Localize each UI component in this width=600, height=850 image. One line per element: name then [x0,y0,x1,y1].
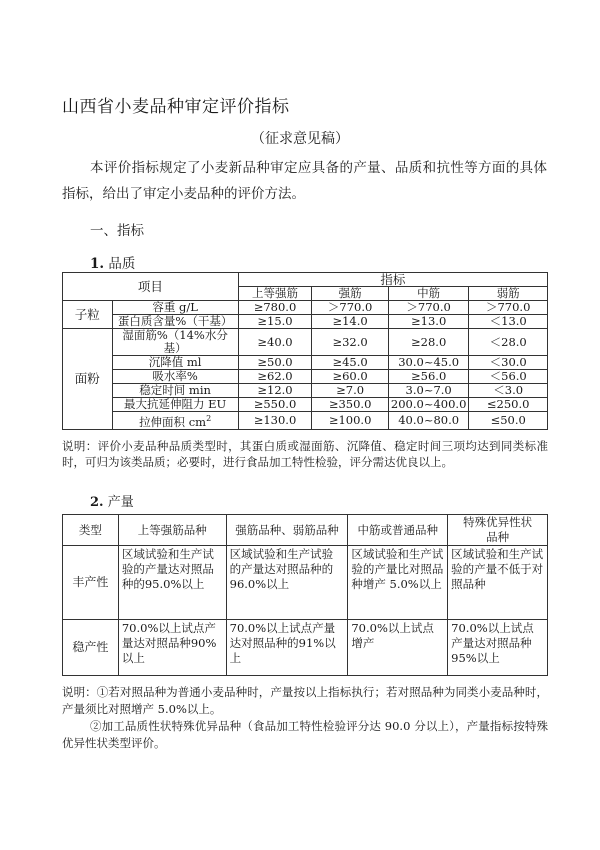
value-cell: ＜56.0 [469,370,548,384]
item-cell: 容重 g/L [112,301,238,315]
value-cell: ≥13.0 [388,315,468,329]
table-row [63,329,548,356]
value-cell: ≥550.0 [238,398,312,412]
subsection-number: 1. [90,256,105,272]
value-cell: ≥50.0 [238,356,312,370]
subsection-number: 2. [90,495,104,510]
group-label: 子粒 [63,301,113,329]
value-cell: ≥45.0 [312,356,389,370]
table-row [63,301,548,315]
table-row [63,370,548,384]
value-cell: ＞770.0 [312,301,389,315]
grade-header: 上等强筋 [238,287,312,301]
value-cell: ＞770.0 [388,301,468,315]
intro-paragraph: 本评价指标规定了小麦新品种审定应具备的产量、品质和抗性等方面的具体指标，给出了审定小麦品种的评价方法。 [62,160,547,202]
group-label: 面粉 [63,329,113,430]
criteria-cell: 70.0%以上试点产量达对照品种的91%以上 [226,620,348,676]
value-cell: ≥12.0 [238,384,312,398]
row-label: 稳产性 [63,620,119,676]
item-cell [112,412,238,430]
quality-table [62,272,548,430]
yield-header: 强筋品种、弱筋品种 [226,515,348,546]
header-item: 项目 [63,273,239,301]
page-title: 山西省小麦品种审定评价指标 [62,97,290,117]
value-cell: 200.0~400.0 [388,398,468,412]
item-cell: 湿面筋%（14%水分基） [112,329,238,356]
yield-note-1: 说明：①若对照品种为普通小麦品种时，产量按以上指标执行；若对照品种为同类小麦品种时，产量须比对照增产 5.0%以上。 [62,685,548,716]
criteria-cell: 70.0%以上试点产量达对照品种90%以上 [118,620,226,676]
value-cell: ≥56.0 [388,370,468,384]
criteria-cell: 区域试验和生产试验的产量达对照品种的96.0%以上 [226,546,348,620]
yield-header: 特殊优异性状品种 [448,515,548,546]
subsection-label: 品质 [108,256,136,272]
subsection-heading-quality [90,252,135,272]
yield-note [62,684,548,752]
table-row [63,546,548,620]
value-cell: 3.0~7.0 [388,384,468,398]
table-row [63,315,548,329]
grade-header: 中筋 [388,287,468,301]
table-row [63,398,548,412]
value-cell: ＜28.0 [469,329,548,356]
value-cell: ≥15.0 [238,315,312,329]
criteria-cell: 70.0%以上试点增产 [348,620,448,676]
yield-header: 类型 [63,515,119,546]
yield-header: 上等强筋品种 [118,515,226,546]
item-cell: 吸水率% [112,370,238,384]
yield-header: 中筋或普通品种 [348,515,448,546]
yield-note-2: ②加工品质性状特殊优异品种（食品加工特性检验评分达 90.0 分以上），产量指标按特殊优异性状类型评价。 [62,719,548,750]
item-cell: 蛋白质含量%（干基） [112,315,238,329]
criteria-cell: 区域试验和生产试验的产量比对照品种增产 5.0%以上 [348,546,448,620]
item-cell: 沉降值 ml [112,356,238,370]
value-cell: ＜3.0 [469,384,548,398]
value-cell: ≥100.0 [312,412,389,430]
value-cell: ＞770.0 [469,301,548,315]
grade-header: 弱筋 [469,287,548,301]
value-cell: ≥780.0 [238,301,312,315]
value-cell: ≥350.0 [312,398,389,412]
value-cell: ≥32.0 [312,329,389,356]
table-row [63,384,548,398]
subsection-heading-yield [90,491,134,510]
value-cell: ≥62.0 [238,370,312,384]
table-row [63,620,548,676]
subsection-label: 产量 [107,495,134,510]
header-indicator: 指标 [238,273,547,287]
value-cell: ≥60.0 [312,370,389,384]
value-cell: 30.0~45.0 [388,356,468,370]
item-cell: 稳定时间 min [112,384,238,398]
criteria-cell: 70.0%以上试点产量达对照品种 95%以上 [448,620,548,676]
superscript: 2 [206,414,212,423]
value-cell: ＜30.0 [469,356,548,370]
quality-note: 说明：评价小麦品种品质类型时，其蛋白质或湿面筋、沉降值、稳定时间三项均达到同类标准时，可归为该类品质；必要时，进行食品加工特性检验，评分需达优良以上。 [62,439,548,469]
yield-table [62,514,548,676]
value-cell: ≥7.0 [312,384,389,398]
grade-header: 强筋 [312,287,389,301]
section-heading-indicators: 一、指标 [90,223,144,239]
value-cell: ＜13.0 [469,315,548,329]
item-cell: 最大抗延伸阻力 EU [112,398,238,412]
criteria-cell: 区域试验和生产试验的产量达对照品种的95.0%以上 [118,546,226,620]
item-text: 拉伸面积 cm [139,414,207,429]
criteria-cell: 区域试验和生产试验的产量不低于对照品种 [448,546,548,620]
value-cell: ≥28.0 [388,329,468,356]
row-label: 丰产性 [63,546,119,620]
value-cell: ≥130.0 [238,412,312,430]
table-row [63,356,548,370]
value-cell: ≤250.0 [469,398,548,412]
value-cell: ≥40.0 [238,329,312,356]
page-subtitle: （征求意见稿） [251,131,349,147]
value-cell: 40.0~80.0 [388,412,468,430]
table-row [63,412,548,430]
value-cell: ≥14.0 [312,315,389,329]
value-cell: ≤50.0 [469,412,548,430]
